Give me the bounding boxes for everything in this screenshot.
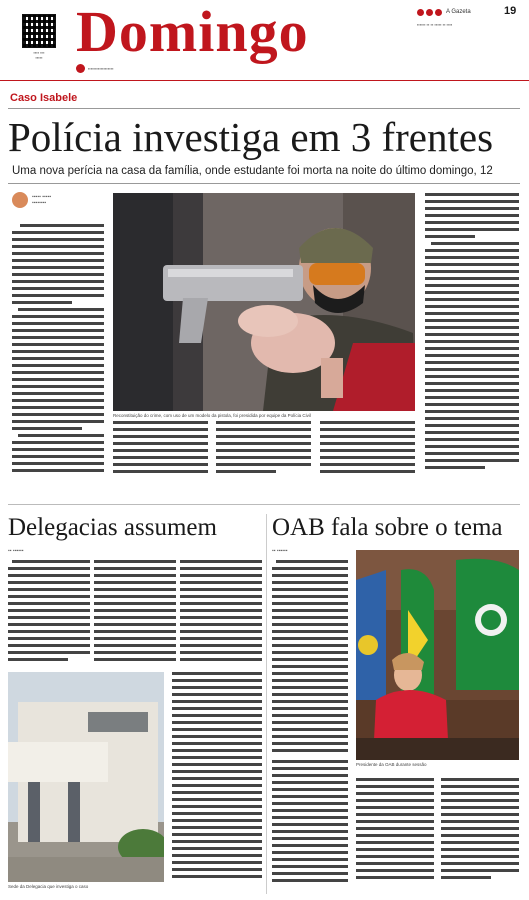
lead-headline: Polícia investiga em 3 frentes [8, 114, 494, 160]
section-title-right: OAB fala sobre o tema [272, 514, 503, 541]
right-byline: ▪▪ ▪▪▪▪▪▪ [272, 548, 288, 554]
oab-photo-caption: Presidente da OAB durante sessão [356, 762, 427, 767]
publication-name: A Gazeta [446, 9, 471, 15]
column-divider [266, 514, 267, 894]
subhead-divider [8, 183, 520, 184]
building-photo [8, 672, 164, 882]
lead-photo-caption: Reconstituição do crime, com uso de um modelo da pistola, foi presidida por equipe da Polícia Civil [113, 413, 311, 418]
left-text-column-final [172, 672, 262, 887]
section-title-left: Delegacias assumem [8, 514, 217, 541]
right-text-column-1b [272, 760, 348, 890]
right-text-columns-2 [356, 778, 519, 888]
left-text-columns [8, 558, 263, 668]
masthead: Domingo [76, 0, 309, 64]
kicker-divider [8, 108, 520, 109]
qr-label: ▪▪▪▪ ▪▪▪ ▪▪▪▪▪ [33, 50, 45, 60]
qr-code [22, 14, 56, 48]
lead-text-under-photo [113, 421, 415, 476]
lead-text-column-4 [425, 193, 519, 475]
oab-photo [356, 550, 519, 760]
lead-text-column-1 [12, 222, 104, 472]
header-divider [0, 80, 529, 81]
building-photo-caption: Sede da Delegacia que investiga o caso [8, 884, 89, 889]
lead-subhead: Uma nova perícia na casa da família, onde estudante foi morta na noite do último domingo, 12 [12, 165, 493, 177]
author-byline: ▪▪▪▪▪ ▪▪▪▪▪ ▪▪▪▪▪▪▪▪ [32, 194, 52, 206]
brand-dots-icon [417, 9, 442, 16]
lower-divider [8, 504, 520, 505]
url-text: ▪▪▪▪▪▪▪▪▪▪▪▪▪▪▪▪▪▪ [88, 66, 114, 71]
section-kicker: Caso Isabele [10, 92, 78, 104]
lead-photo [113, 193, 415, 411]
author-avatar [12, 192, 28, 208]
page-number: 19 [504, 5, 517, 17]
globe-icon [76, 64, 85, 73]
date-line: ▪▪▪▪▪▪ ▪▪ ▪▪ ▪▪▪▪▪ ▪▪ ▪▪▪▪ [417, 22, 453, 27]
left-byline: ▪▪ ▪▪▪▪▪▪ [8, 548, 24, 554]
right-text-column-1 [272, 560, 348, 755]
text-lines [12, 222, 104, 472]
